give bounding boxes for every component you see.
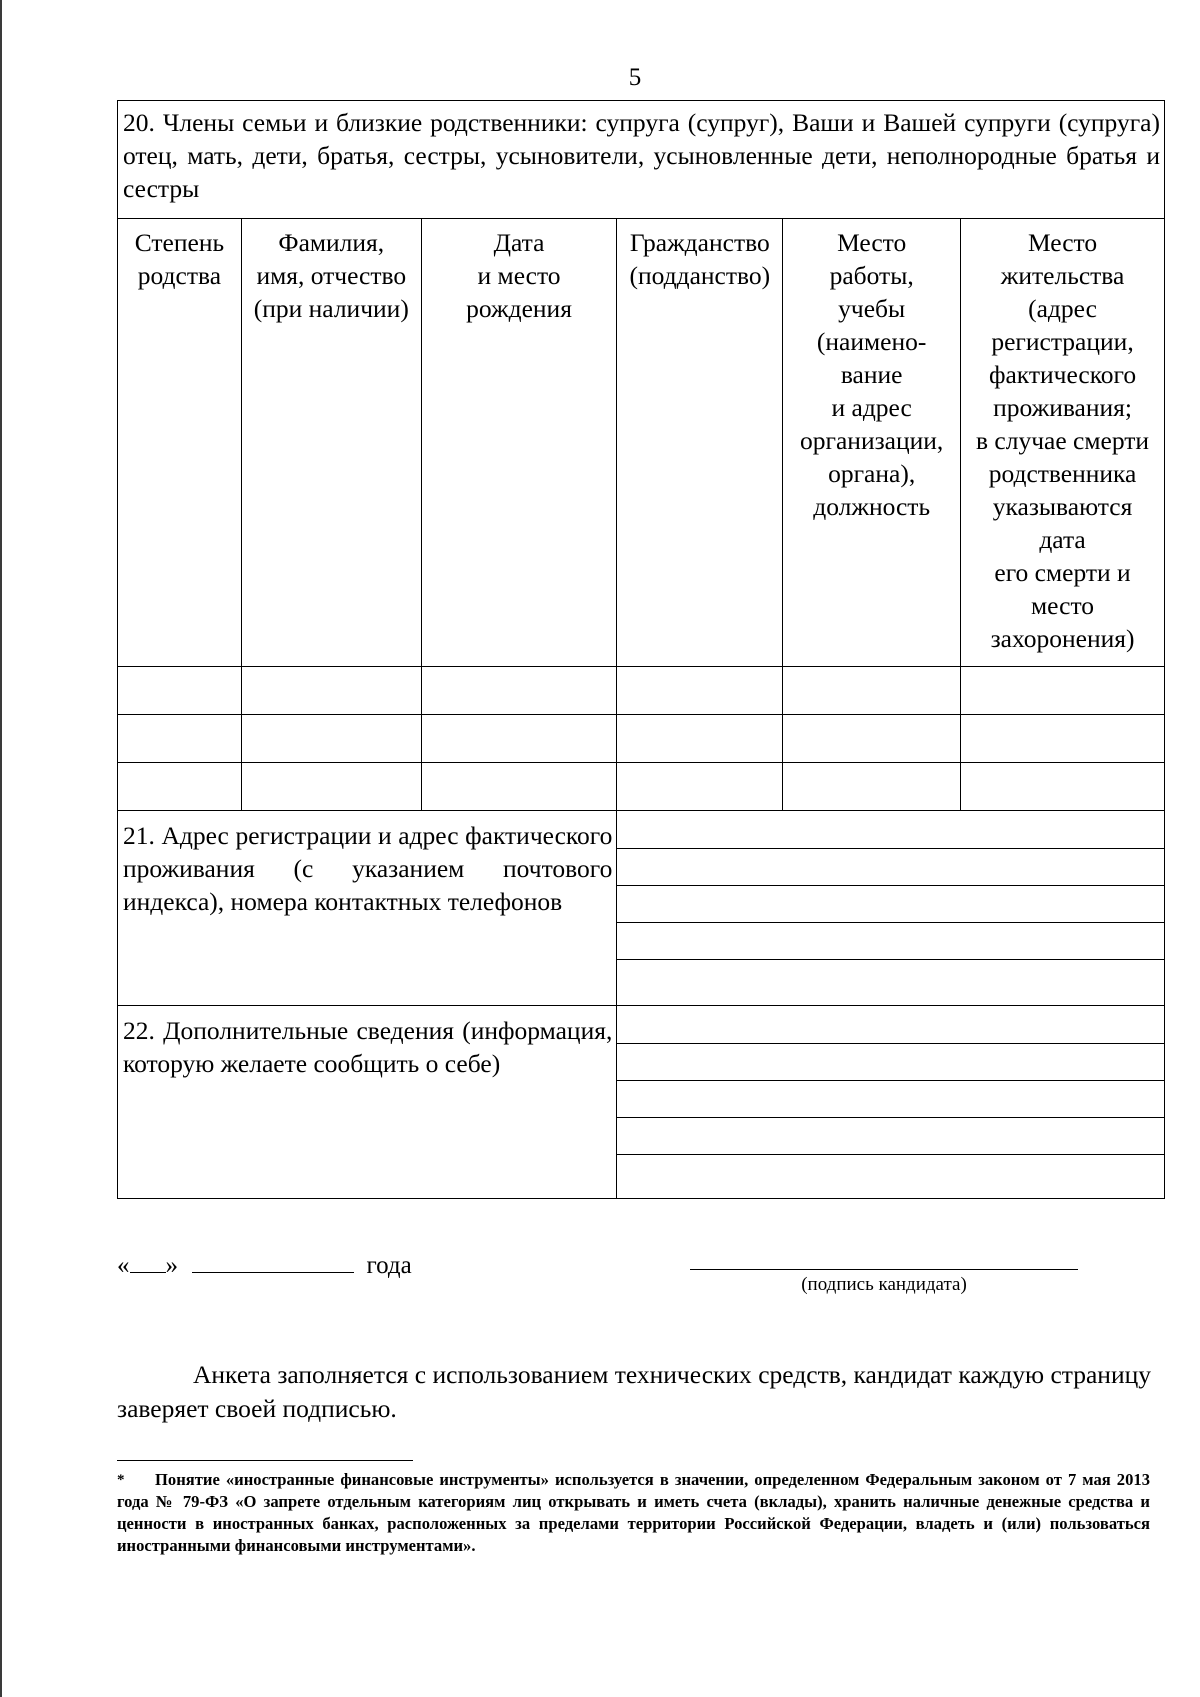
relative-cell[interactable]	[783, 667, 961, 715]
section-20-title: 20. Члены семьи и близкие родственники: супруга (супруг), Ваши и Вашей супруги (супруга) отец, мать, дети, братья, сестры, усыновители, усыновленные дети, неполнородные братья и сестры	[118, 101, 1165, 219]
header-relation	[118, 219, 242, 667]
header-line: имя, отчество	[256, 261, 407, 290]
date-field	[117, 1250, 412, 1280]
day-blank[interactable]	[130, 1250, 166, 1273]
relative-cell[interactable]	[421, 715, 617, 763]
relative-cell[interactable]	[961, 763, 1165, 811]
month-blank[interactable]	[192, 1250, 354, 1273]
relative-cell[interactable]	[783, 763, 961, 811]
header-line: Дата	[493, 228, 545, 257]
close-quote: »	[165, 1252, 178, 1279]
header-citizenship	[617, 219, 783, 667]
relative-cell[interactable]	[783, 715, 961, 763]
header-line: указываются	[992, 492, 1133, 521]
header-line: жительства	[1000, 261, 1125, 290]
relative-cell[interactable]	[241, 715, 421, 763]
relative-row	[118, 667, 1165, 715]
relative-cell[interactable]	[421, 763, 617, 811]
address-line[interactable]	[617, 960, 1164, 998]
header-line: регистрации,	[991, 327, 1134, 356]
additional-info-line[interactable]	[617, 1044, 1164, 1081]
header-line: его смерти и	[994, 558, 1131, 587]
relative-cell[interactable]	[617, 667, 783, 715]
header-line: организации,	[800, 426, 944, 455]
header-line: в случае смерти	[976, 426, 1150, 455]
header-line: органа),	[828, 459, 916, 488]
header-line: (наимено-	[816, 327, 927, 356]
header-line: (при наличии)	[253, 294, 409, 323]
header-line: и место	[477, 261, 561, 290]
header-line: родственника	[988, 459, 1137, 488]
header-line: фактического	[988, 360, 1137, 389]
relative-cell[interactable]	[421, 667, 617, 715]
section-21-lines	[617, 811, 1165, 1006]
header-line: (адрес	[1028, 294, 1097, 323]
completion-note: Анкета заполняется с использованием технических средств, кандидат каждую страницу заверяет своей подписью.	[117, 1360, 1151, 1423]
header-line: дата	[1039, 525, 1086, 554]
section-22-row	[118, 1006, 1165, 1199]
section-20-header-row	[118, 219, 1165, 667]
header-birth-date-place	[421, 219, 617, 667]
signature-area	[117, 1236, 1167, 1296]
questionnaire-table	[117, 100, 1165, 1199]
address-line[interactable]	[617, 811, 1164, 849]
header-line: Место	[1027, 228, 1098, 257]
relative-cell[interactable]	[617, 763, 783, 811]
header-line: (подданство)	[629, 261, 771, 290]
header-line: учебы	[838, 294, 906, 323]
additional-info-line[interactable]	[617, 1081, 1164, 1118]
relative-cell[interactable]	[118, 763, 242, 811]
header-line: рождения	[466, 294, 572, 323]
relative-cell[interactable]	[118, 667, 242, 715]
header-line: и адрес	[831, 393, 912, 422]
relative-cell[interactable]	[961, 667, 1165, 715]
relative-row	[118, 763, 1165, 811]
header-residence	[961, 219, 1165, 667]
relative-cell[interactable]	[241, 763, 421, 811]
relative-cell[interactable]	[241, 667, 421, 715]
signature-caption: (подпись кандидата)	[801, 1274, 967, 1295]
footnote	[117, 1469, 1150, 1557]
page-number: 5	[628, 64, 642, 91]
additional-info-line[interactable]	[617, 1118, 1164, 1155]
footnote-divider	[117, 1460, 413, 1461]
header-line: место	[1031, 591, 1095, 620]
relative-cell[interactable]	[617, 715, 783, 763]
footnote-text: Понятие «иностранные финансовые инструменты» используется в значении, определенном Федеральным законом от 7 мая 2013 года № 79-ФЗ «О запрете отдельным категориям лиц открывать и иметь счета (вклады), хранить наличные денежные средства и ценности в иностранных банках, расположенных за пределами территории Российской Федерации, владеть и (или) пользоваться иностранными финансовыми инструментами».	[117, 1470, 1150, 1555]
open-quote: «	[117, 1252, 130, 1279]
footnote-mark: *	[117, 1472, 125, 1488]
address-line[interactable]	[617, 886, 1164, 923]
address-line[interactable]	[617, 923, 1164, 960]
header-line: родства	[137, 261, 222, 290]
section-21-row	[118, 811, 1165, 1006]
header-line: Гражданство	[629, 228, 770, 257]
header-line: вание	[840, 360, 903, 389]
header-line: проживания;	[993, 393, 1132, 422]
header-work-place	[783, 219, 961, 667]
section-21-label: 21. Адрес регистрации и адрес фактического проживания (с указанием почтового индекса), номера контактных телефонов	[118, 811, 617, 1006]
relative-row	[118, 715, 1165, 763]
section-22-label: 22. Дополнительные сведения (информация, которую желаете сообщить о себе)	[118, 1006, 617, 1199]
section-20-heading-row	[118, 101, 1165, 219]
page-left-edge	[0, 0, 2, 1697]
header-line: Степень	[134, 228, 225, 257]
header-line: Место	[837, 228, 907, 257]
additional-info-line[interactable]	[617, 1006, 1164, 1044]
additional-info-line[interactable]	[617, 1155, 1164, 1193]
year-word: года	[366, 1252, 412, 1279]
header-line: работы,	[829, 261, 914, 290]
header-line: Фамилия,	[278, 228, 385, 257]
relative-cell[interactable]	[961, 715, 1165, 763]
header-line: должность	[813, 492, 931, 521]
header-line: захоронения)	[990, 624, 1135, 653]
header-full-name	[241, 219, 421, 667]
relative-cell[interactable]	[118, 715, 242, 763]
section-22-lines	[617, 1006, 1165, 1199]
address-line[interactable]	[617, 849, 1164, 886]
signature-line[interactable]	[690, 1269, 1078, 1270]
